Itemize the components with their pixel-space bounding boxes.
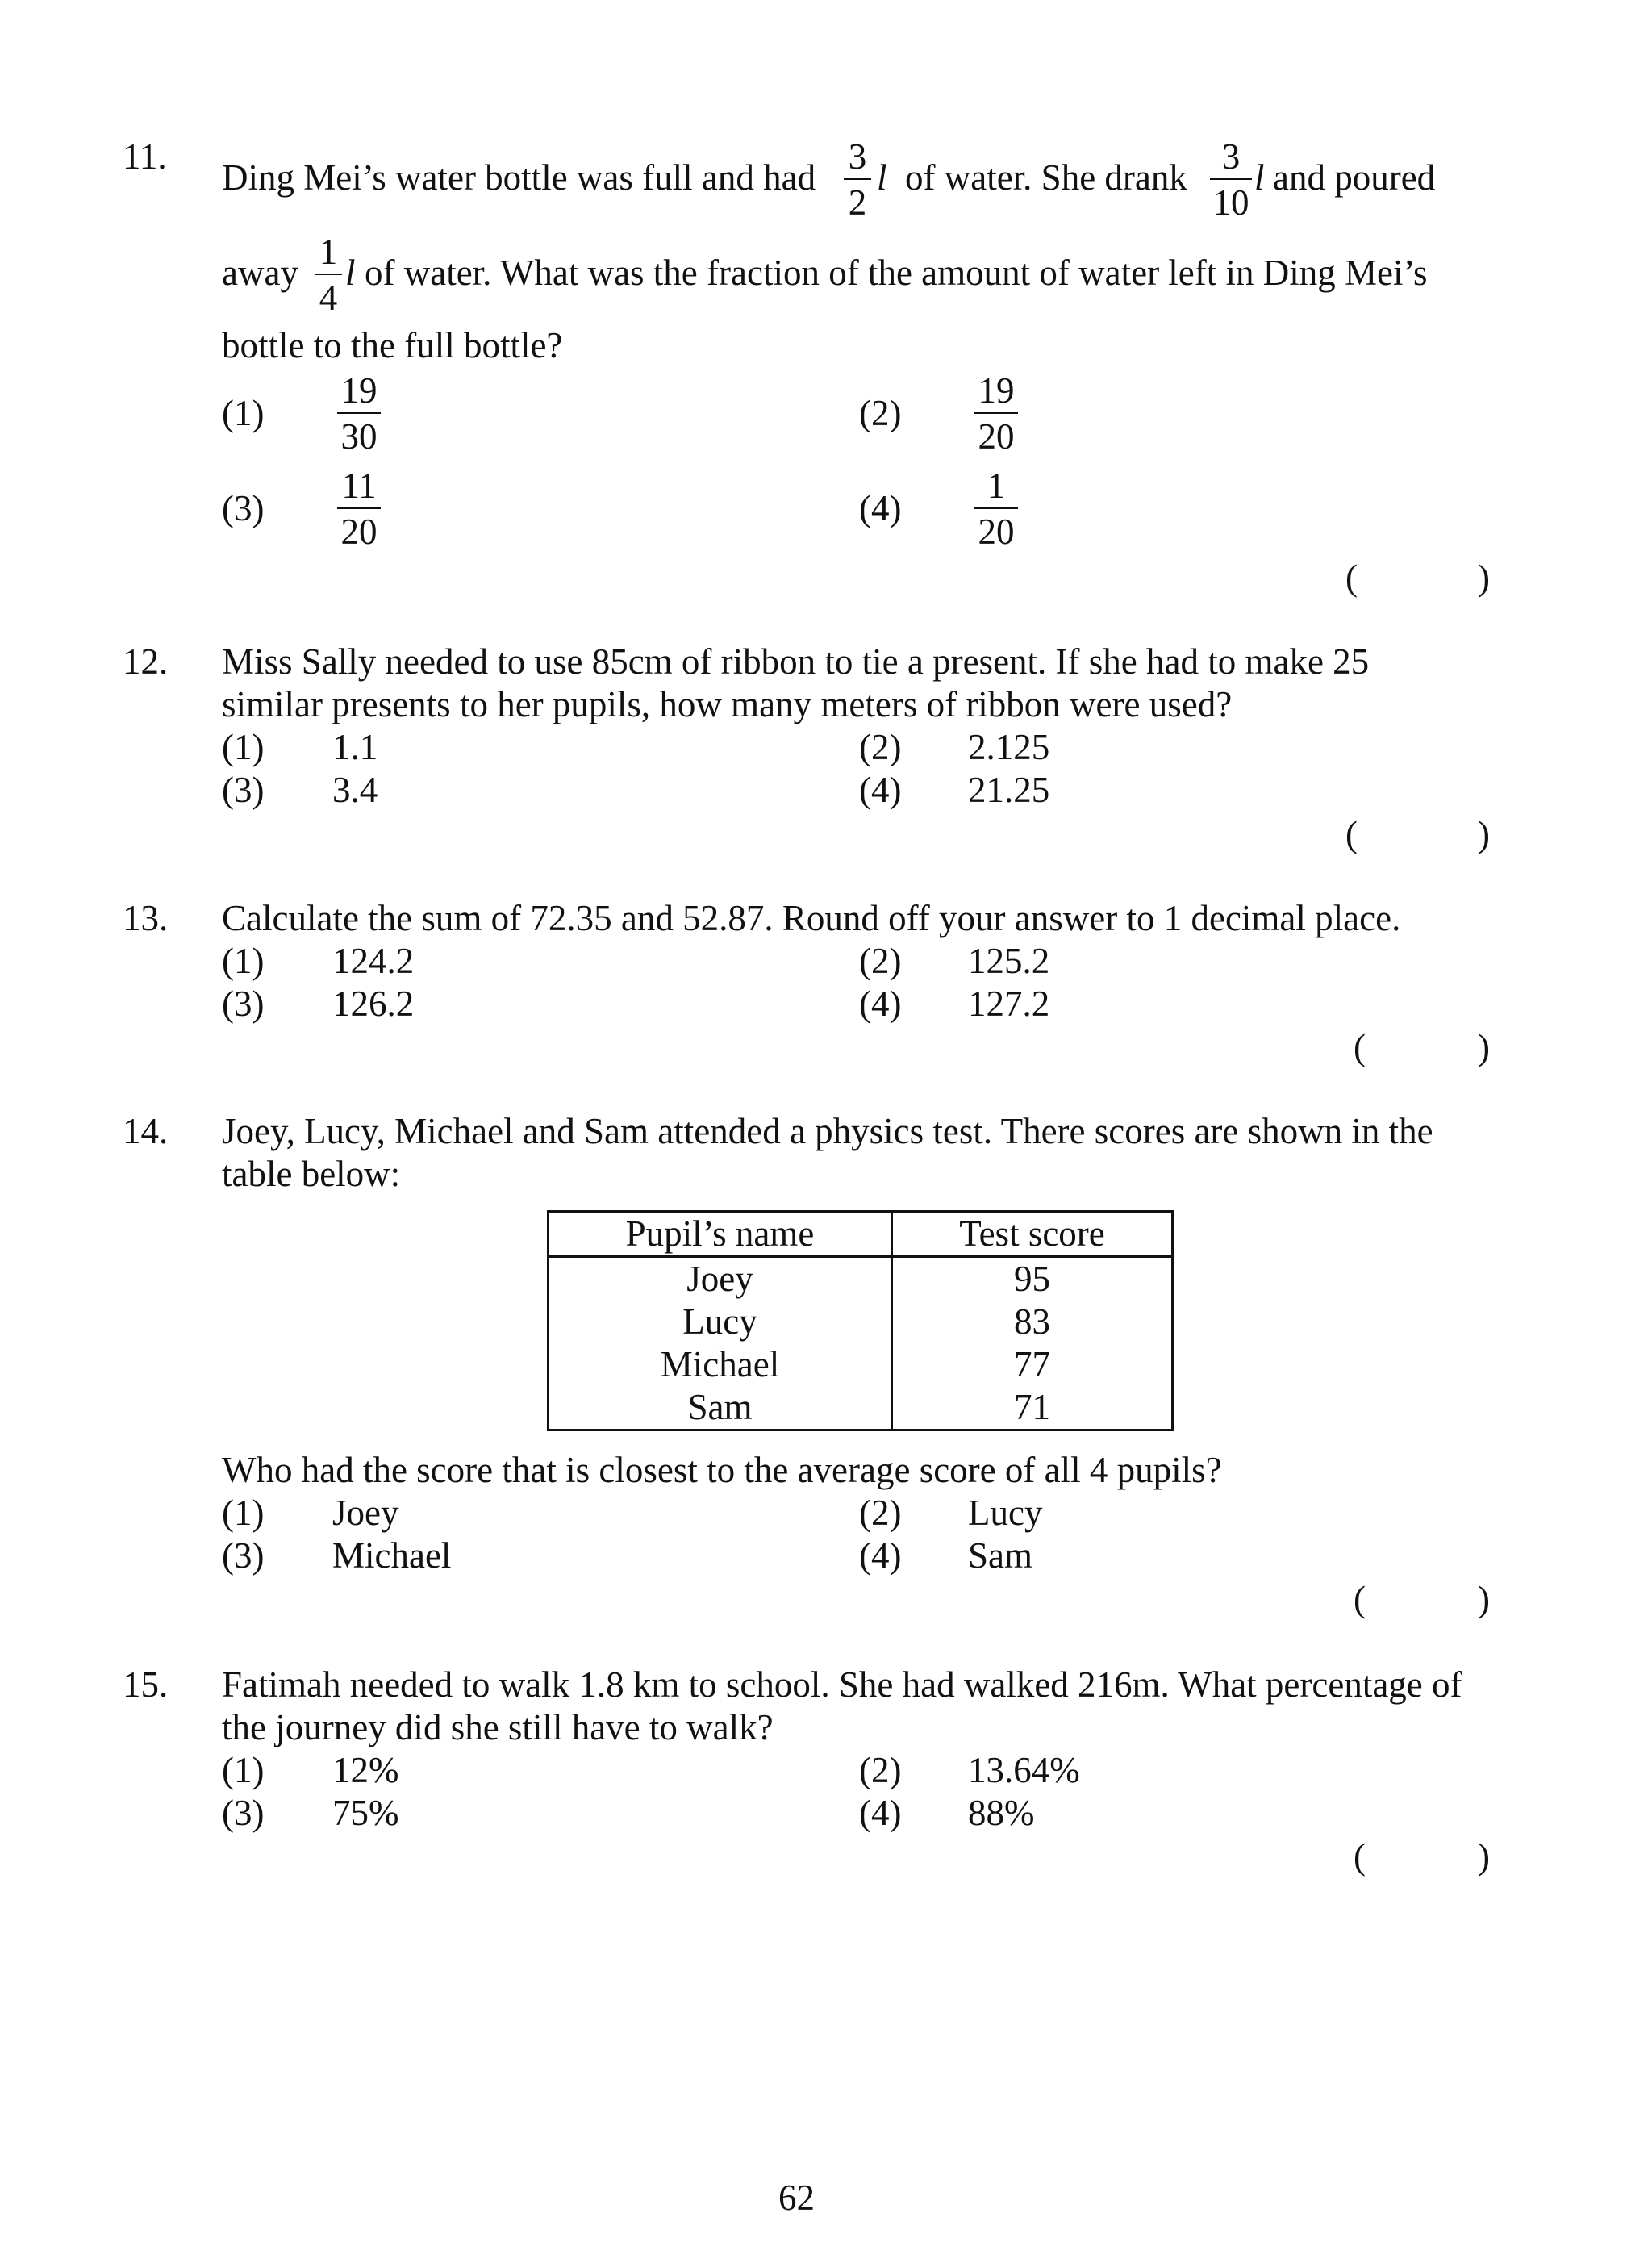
option-value: 124.2	[332, 941, 415, 981]
test-score-cell: 71	[892, 1386, 1173, 1430]
answer-bracket-close: )	[1478, 1836, 1490, 1877]
option-label: (1)	[222, 393, 265, 433]
fraction-numerator: 19	[978, 370, 1015, 411]
question-text: Fatimah needed to walk 1.8 km to school. She had walked 216m. What percentage of	[222, 1664, 1462, 1705]
fraction-denominator: 20	[978, 512, 1015, 552]
question-number: 15.	[123, 1664, 169, 1705]
unit-litre: l	[877, 157, 887, 198]
question-text: table below:	[222, 1154, 401, 1194]
test-score-cell: 83	[892, 1301, 1173, 1343]
fraction-denominator: 4	[319, 278, 338, 318]
question-text: similar presents to her pupils, how many meters of ribbon were used?	[222, 684, 1233, 724]
option-label: (4)	[859, 488, 902, 528]
option-fraction	[974, 468, 1018, 550]
question-text: Miss Sally needed to use 85cm of ribbon to tie a present. If she had to make 25	[222, 641, 1370, 682]
option-label: (3)	[222, 983, 265, 1024]
option-value: 126.2	[332, 983, 415, 1024]
question-number: 12.	[123, 641, 169, 682]
fraction-numerator: 3	[1221, 136, 1241, 177]
question-text: away	[222, 253, 298, 293]
option-label: (3)	[222, 1793, 265, 1833]
answer-bracket-close: )	[1478, 1579, 1490, 1619]
fraction-numerator: 19	[340, 370, 378, 411]
answer-bracket-close: )	[1478, 557, 1490, 598]
answer-bracket-close: )	[1478, 1027, 1490, 1067]
table-row	[549, 1257, 1173, 1301]
fraction	[1210, 136, 1252, 223]
option-label: (1)	[222, 941, 265, 981]
answer-bracket-open: (	[1354, 1579, 1366, 1619]
option-label: (3)	[222, 488, 265, 528]
option-fraction	[337, 370, 381, 457]
option-value: 3.4	[332, 770, 378, 810]
option-label: (4)	[859, 983, 902, 1024]
answer-bracket-close: )	[1478, 814, 1490, 854]
pupil-name-cell: Sam	[549, 1386, 892, 1430]
fraction	[315, 234, 342, 316]
pupil-name-cell: Michael	[549, 1343, 892, 1386]
unit-litre: l	[345, 253, 356, 293]
test-score-cell: 77	[892, 1343, 1173, 1386]
pupil-name-cell: Lucy	[549, 1301, 892, 1343]
option-label: (1)	[222, 1750, 265, 1790]
question-text: Who had the score that is closest to the average score of all 4 pupils?	[222, 1450, 1222, 1490]
option-value: Joey	[332, 1493, 399, 1533]
option-value: 12%	[332, 1750, 399, 1790]
question-text: Ding Mei’s water bottle was full and had	[222, 157, 816, 198]
table-row	[549, 1301, 1173, 1343]
option-value: Lucy	[968, 1493, 1043, 1533]
option-value: Sam	[968, 1535, 1033, 1576]
fraction-numerator: 1	[987, 466, 1006, 506]
option-value: 127.2	[968, 983, 1050, 1024]
question-text: Calculate the sum of 72.35 and 52.87. Round off your answer to 1 decimal place.	[222, 898, 1401, 938]
option-value: 13.64%	[968, 1750, 1080, 1790]
option-label: (2)	[859, 393, 902, 433]
option-label: (2)	[859, 727, 902, 767]
fraction-numerator: 1	[319, 232, 338, 272]
option-value: Michael	[332, 1535, 452, 1576]
option-label: (2)	[859, 1493, 902, 1533]
fraction-denominator: 2	[848, 182, 867, 223]
question-text: Joey, Lucy, Michael and Sam attended a physics test. There scores are shown in the	[222, 1111, 1433, 1151]
option-label: (4)	[859, 1793, 902, 1833]
option-label: (3)	[222, 1535, 265, 1576]
question-text: of water. She drank	[905, 157, 1187, 198]
option-value: 88%	[968, 1793, 1035, 1833]
table-row	[549, 1343, 1173, 1386]
column-header: Test score	[892, 1212, 1173, 1257]
fraction-denominator: 20	[978, 416, 1015, 457]
column-header: Pupil’s name	[549, 1212, 892, 1257]
answer-bracket-open: (	[1354, 1836, 1366, 1877]
test-score-cell: 95	[892, 1257, 1173, 1301]
option-value: 125.2	[968, 941, 1050, 981]
fraction-denominator: 10	[1212, 182, 1249, 223]
answer-bracket-open: (	[1345, 557, 1358, 598]
option-label: (4)	[859, 770, 902, 810]
option-label: (2)	[859, 1750, 902, 1790]
question-text: of water. What was the fraction of the amount of water left in Ding Mei’s	[365, 253, 1428, 293]
question-text: and poured	[1273, 157, 1436, 198]
option-fraction	[974, 370, 1018, 457]
fraction-numerator: 3	[848, 136, 867, 177]
fraction-denominator: 20	[340, 512, 378, 552]
table-row	[549, 1386, 1173, 1430]
fraction-numerator: 11	[341, 466, 377, 506]
option-label: (1)	[222, 1493, 265, 1533]
unit-litre: l	[1254, 157, 1265, 198]
option-value: 2.125	[968, 727, 1050, 767]
option-label: (4)	[859, 1535, 902, 1576]
option-label: (3)	[222, 770, 265, 810]
question-number: 11.	[123, 136, 167, 177]
answer-bracket-open: (	[1345, 814, 1358, 854]
option-value: 21.25	[968, 770, 1050, 810]
scores-table	[547, 1210, 1174, 1431]
question-number: 14.	[123, 1111, 169, 1151]
option-fraction	[337, 468, 381, 550]
answer-bracket-open: (	[1354, 1027, 1366, 1067]
option-label: (2)	[859, 941, 902, 981]
option-label: (1)	[222, 727, 265, 767]
option-value: 1.1	[332, 727, 378, 767]
fraction-denominator: 30	[340, 416, 378, 457]
page-number: 62	[778, 2178, 815, 2218]
table-header-row	[549, 1212, 1173, 1257]
question-text: bottle to the full bottle?	[222, 325, 563, 365]
pupil-name-cell: Joey	[549, 1257, 892, 1301]
option-value: 75%	[332, 1793, 399, 1833]
question-number: 13.	[123, 898, 169, 938]
fraction	[844, 136, 871, 223]
question-text: the journey did she still have to walk?	[222, 1707, 774, 1747]
